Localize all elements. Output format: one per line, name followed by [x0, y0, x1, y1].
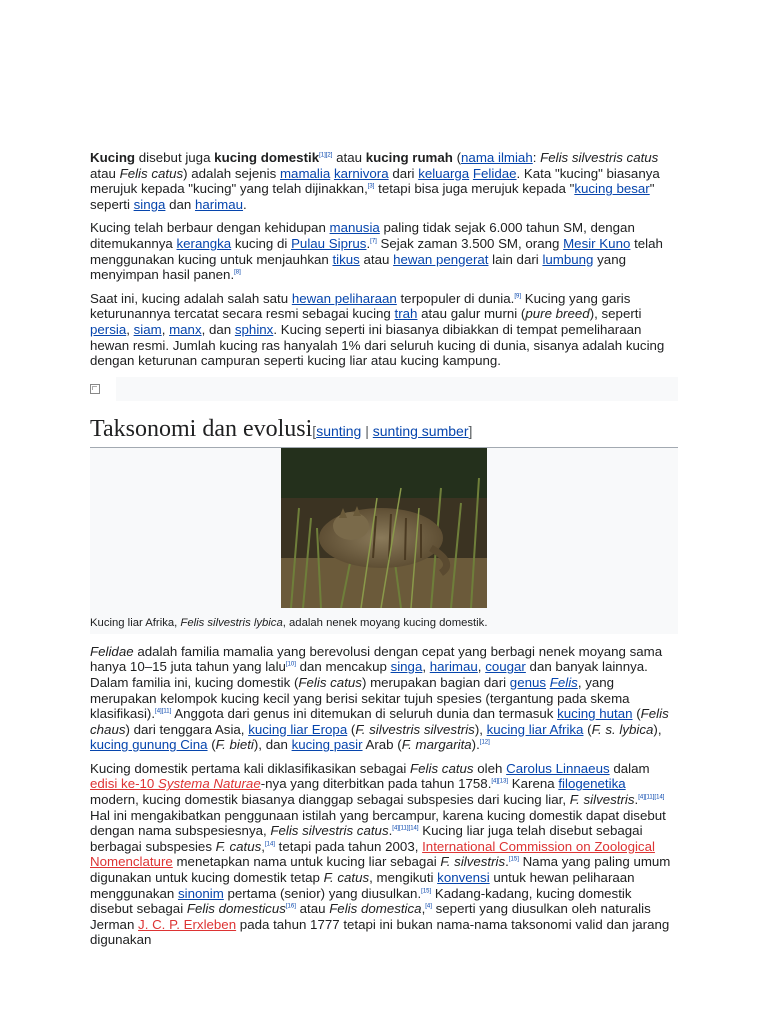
- link-manusia[interactable]: manusia: [329, 220, 380, 236]
- text: adalah familia mamalia yang berevolusi dengan cepat yang berbagi nenek moyang sama hanya 10–15 juta tahun yang lalu: [90, 643, 663, 675]
- citation-link[interactable]: [4][11][14]: [638, 794, 665, 801]
- text: atau: [295, 901, 330, 917]
- text: dari: [388, 165, 419, 181]
- text: ),: [474, 721, 487, 737]
- link-keluarga[interactable]: keluarga: [418, 165, 470, 181]
- link-text: edisi ke-10: [90, 776, 158, 792]
- text: Sejak zaman 3.500 SM, orang: [376, 235, 564, 251]
- text: Arab (: [362, 737, 402, 753]
- italic-term: pure breed: [525, 306, 590, 322]
- link-filogenetika[interactable]: filogenetika: [558, 776, 626, 792]
- link-siam[interactable]: siam: [133, 321, 162, 337]
- separator: |: [361, 422, 373, 439]
- citation-link[interactable]: [4][13]: [491, 779, 509, 786]
- link-lumbung[interactable]: lumbung: [542, 251, 594, 267]
- link-edisi-systema-naturae[interactable]: [90, 776, 261, 791]
- intro-paragraph-1: [90, 150, 678, 212]
- text: Kadang-kadang, kucing domestik disebut sebagai: [90, 885, 632, 917]
- broken-image-icon: [90, 384, 100, 394]
- text: terpopuler di dunia.: [396, 290, 515, 306]
- link-harimau[interactable]: harimau: [429, 659, 478, 675]
- term-kucing-rumah: kucing rumah: [365, 150, 453, 165]
- text: pertama (senior) yang diusulkan.: [223, 885, 422, 901]
- link-iczn[interactable]: International Commission on Zoological Nomenclature: [90, 838, 655, 870]
- scientific-name: F. catus: [215, 838, 262, 854]
- scientific-name: F. catus: [323, 870, 370, 886]
- text: , mengikuti: [369, 870, 438, 886]
- link-kucing-liar-eropa[interactable]: kucing liar Eropa: [248, 721, 348, 737]
- scientific-name: F. silvestris: [569, 792, 635, 808]
- scientific-name: Felis catus: [119, 165, 184, 181]
- text: ),: [653, 721, 662, 737]
- link-pulau-siprus[interactable]: Pulau Siprus: [291, 235, 367, 251]
- link-hewan-peliharaan[interactable]: hewan peliharaan: [291, 290, 397, 306]
- text: , dan: [201, 321, 235, 337]
- intro-paragraph-2: [90, 220, 678, 282]
- citation-link[interactable]: [1][2]: [319, 152, 333, 159]
- link-harimau[interactable]: harimau: [194, 196, 244, 212]
- text: Kucing yang garis keturunannya tercatat secara resmi sebagai kucing: [90, 290, 631, 322]
- citation-link[interactable]: [14]: [264, 841, 275, 848]
- text: seperti yang diusulkan oleh naturalis Jerman: [90, 901, 651, 932]
- section-title: Taksonomi dan evolusi: [90, 415, 313, 442]
- scientific-name: Felis catus: [410, 760, 474, 776]
- scientific-name: Felis silvestris catus: [270, 823, 389, 839]
- figure-thumbnail: [90, 448, 678, 634]
- text: ,: [161, 321, 170, 337]
- link-nama-ilmiah[interactable]: nama ilmiah: [461, 150, 533, 165]
- text: . Kucing seperti ini biasanya dibiakkan di tempat pemeliharaan hewan resmi. Jumlah kucing ras hanyalah 1% dari seluruh kucing di dunia, sisanya adalah kucing dengan keturunan campuran seperti kucing liar atau kucing kampung.: [90, 321, 665, 369]
- text: ) adalah sejenis: [183, 165, 280, 181]
- link-kucing-liar-afrika[interactable]: kucing liar Afrika: [486, 721, 584, 737]
- text: Nama yang paling umum digunakan untuk kucing domestik tetap: [90, 854, 671, 886]
- text: Kucing telah berbaur dengan kehidupan: [90, 220, 330, 236]
- text: -nya yang diterbitkan pada tahun 1758.: [260, 776, 492, 792]
- citation-link[interactable]: [12]: [479, 739, 490, 746]
- text: yang menyimpan hasil panen.: [90, 251, 626, 283]
- link-persia[interactable]: persia: [90, 321, 127, 337]
- text: .: [505, 854, 509, 870]
- scientific-name: Felis catus: [298, 674, 362, 690]
- scientific-name: Felis silvestris lybica: [180, 616, 283, 629]
- text: (: [583, 721, 592, 737]
- text: ) merupakan bagian dari: [361, 674, 510, 690]
- text: Kucing liar Afrika,: [90, 616, 181, 629]
- scientific-name: F. margarita: [401, 737, 472, 753]
- link-singa[interactable]: singa: [133, 196, 166, 212]
- figure-caption: [90, 608, 678, 630]
- text: (: [207, 737, 216, 753]
- edit-source-link[interactable]: sunting sumber: [372, 422, 469, 439]
- edit-link[interactable]: sunting: [316, 422, 362, 439]
- citation-link[interactable]: [4]: [425, 903, 432, 910]
- link-manx[interactable]: manx: [169, 321, 202, 337]
- link-mamalia[interactable]: mamalia: [279, 165, 331, 181]
- citation-link[interactable]: [4][11][14]: [392, 825, 419, 832]
- text: ,: [261, 838, 265, 854]
- citation-link[interactable]: [3]: [367, 183, 375, 190]
- link-singa[interactable]: singa: [390, 659, 423, 675]
- text: .: [634, 792, 639, 808]
- link-sinonim[interactable]: sinonim: [177, 885, 224, 901]
- edit-section-links: [312, 423, 472, 439]
- link-kucing-pasir[interactable]: kucing pasir: [291, 737, 363, 753]
- text: .: [388, 823, 393, 839]
- link-cougar[interactable]: cougar: [485, 659, 526, 675]
- text: untuk hewan peliharaan menggunakan: [90, 870, 635, 901]
- text: . Kata "kucing" biasanya merujuk kepada "kucing" yang telah dijinakkan,: [90, 165, 660, 197]
- intro-paragraph-3: [90, 291, 678, 369]
- citation-link[interactable]: [4][11]: [155, 708, 172, 715]
- text: Hal ini mengakibatkan penggunaan istilah yang bercampur, karena kucing domestik dapat disebut dengan nama subspesiesnya,: [90, 807, 666, 839]
- citation-link[interactable]: [15]: [421, 888, 432, 895]
- scientific-name: F. silvestris silvestris: [355, 721, 475, 737]
- link-felidae[interactable]: Felidae: [472, 165, 517, 181]
- taxonomy-paragraph-1: [90, 644, 678, 753]
- link-felis[interactable]: [550, 675, 578, 690]
- link-erxleben[interactable]: J. C. P. Erxleben: [138, 916, 237, 932]
- link-sphinx[interactable]: sphinx: [234, 321, 274, 337]
- text: atau galur murni (: [417, 306, 526, 322]
- citation-link[interactable]: [7]: [370, 238, 377, 245]
- text: Karena: [508, 776, 559, 792]
- citation-link[interactable]: [16]: [285, 903, 296, 910]
- scientific-name: Felis silvestris catus: [540, 150, 659, 165]
- text: lain dari: [488, 251, 543, 267]
- taxonomy-paragraph-2: [90, 761, 678, 948]
- text: ) dari tenggara Asia,: [125, 721, 249, 737]
- link-trah[interactable]: trah: [394, 306, 418, 322]
- text: (: [347, 721, 356, 737]
- link-carolus-linnaeus[interactable]: Carolus Linnaeus: [506, 760, 610, 776]
- link-konvensi[interactable]: konvensi: [437, 870, 490, 886]
- bracket: ]: [468, 422, 473, 439]
- scientific-name: F. s. lybica: [591, 721, 654, 737]
- citation-link[interactable]: [8]: [234, 269, 241, 276]
- text: disebut juga: [135, 150, 215, 165]
- text: , yang merupakan kelompok kucing kecil yang berisi sekitar tujuh spesies (tergantung pada skema klasifikasi).: [90, 674, 630, 722]
- image-placeholder-bar: [90, 377, 678, 401]
- text: (: [452, 150, 462, 165]
- section-heading: [90, 415, 678, 448]
- text: menetapkan nama untuk kucing liar sebagai: [172, 854, 441, 870]
- link-tikus[interactable]: tikus: [332, 251, 360, 267]
- text: pada tahun 1777 tetapi ini bukan nama-nama taksonomi valid dan jarang digunakan: [90, 916, 670, 948]
- term-kucing: Kucing: [90, 150, 136, 165]
- text: , adalah nenek moyang kucing domestik.: [282, 616, 488, 629]
- link-karnivora[interactable]: karnivora: [333, 165, 389, 181]
- scientific-name: Felis domesticus: [186, 901, 286, 917]
- placeholder-area: [116, 377, 678, 401]
- link-genus[interactable]: genus: [509, 674, 547, 690]
- text: oleh: [473, 760, 507, 776]
- text: tetapi bisa juga merujuk kepada ": [374, 181, 575, 197]
- text: dalam: [609, 760, 650, 776]
- text: telah menggunakan kucing untuk menjauhkan: [90, 235, 663, 267]
- scientific-name: F. silvestris: [440, 854, 506, 870]
- scientific-name: Felis domestica: [329, 901, 422, 917]
- bracket: [: [312, 422, 317, 439]
- scientific-name: Felis chaus: [90, 706, 669, 737]
- text: " seperti: [90, 181, 655, 212]
- link-hewan-pengerat[interactable]: hewan pengerat: [393, 251, 489, 267]
- text: ), seperti: [589, 306, 642, 322]
- text: tetapi pada tahun 2003,: [274, 838, 423, 854]
- citation-link[interactable]: [10]: [285, 661, 296, 668]
- scientific-name: F. bieti: [215, 737, 254, 753]
- text: ,: [421, 901, 426, 917]
- text: .: [243, 196, 247, 212]
- text: kucing di: [231, 235, 292, 251]
- scientific-name: Felidae: [90, 643, 134, 659]
- term-kucing-domestik: kucing domestik: [214, 150, 320, 165]
- link-kucing-besar[interactable]: kucing besar: [574, 181, 650, 197]
- text: atau: [332, 150, 366, 165]
- text: dan mencakup: [295, 659, 391, 675]
- citation-link[interactable]: [9]: [514, 293, 522, 300]
- link-mesir-kuno[interactable]: Mesir Kuno: [563, 235, 631, 251]
- text: atau: [359, 251, 394, 267]
- text: Kucing domestik pertama kali diklasifikasikan sebagai: [90, 760, 411, 776]
- text: modern, kucing domestik biasanya dianggap sebagai subspesies dari kucing liar,: [90, 792, 570, 808]
- text: paling tidak sejak 6.000 tahun SM, dengan ditemukannya: [90, 220, 635, 251]
- text: ).: [471, 737, 480, 753]
- text: dan: [165, 196, 195, 212]
- link-kerangka[interactable]: kerangka: [176, 235, 232, 251]
- text: dan banyak lainnya. Dalam familia ini, kucing domestik (: [90, 659, 648, 690]
- text: Kucing liar juga telah disebut sebagai berbagai subspesies: [90, 823, 643, 854]
- text: ,: [126, 321, 134, 337]
- text: atau: [90, 165, 120, 181]
- link-text-italic: Systema Naturae: [158, 776, 261, 792]
- link-felis-text: Felis: [549, 674, 578, 690]
- link-kucing-gunung-cina[interactable]: kucing gunung Cina: [90, 737, 208, 753]
- text: (: [632, 706, 641, 722]
- text: ), dan: [253, 737, 292, 753]
- citation-link[interactable]: [15]: [508, 857, 519, 864]
- article-content: [90, 150, 678, 956]
- link-kucing-hutan[interactable]: kucing hutan: [557, 706, 633, 722]
- text: Saat ini, kucing adalah salah satu: [90, 290, 292, 306]
- wildcat-photo[interactable]: [281, 448, 487, 608]
- text: ,: [422, 659, 430, 675]
- text: :: [532, 150, 541, 165]
- text: Anggota dari genus ini ditemukan di seluruh dunia dan termasuk: [171, 706, 558, 722]
- text: .: [366, 235, 371, 251]
- text: ,: [477, 659, 486, 675]
